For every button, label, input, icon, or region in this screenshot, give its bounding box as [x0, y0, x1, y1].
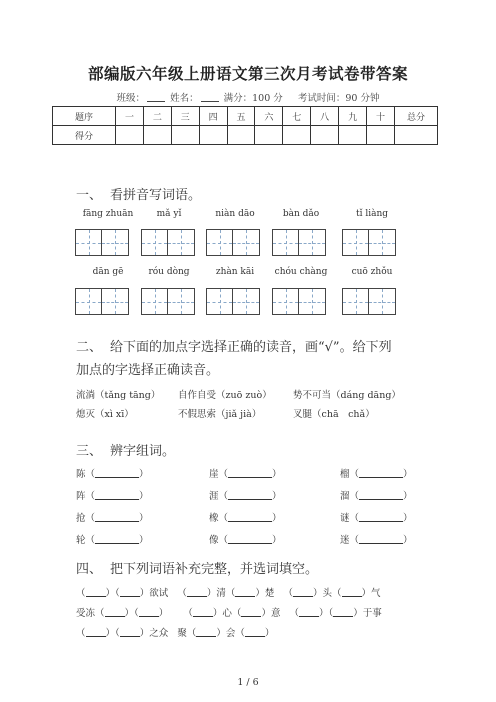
text-fragment: 聚（: [177, 628, 197, 639]
answer-blank[interactable]: [228, 468, 272, 478]
char-prompt: 轮（: [76, 535, 96, 546]
answer-blank[interactable]: [245, 627, 265, 637]
header-cell: 五: [227, 107, 255, 126]
fill-word-line-1: [76, 585, 381, 599]
answer-blank[interactable]: [187, 587, 207, 597]
answer-blank[interactable]: [241, 607, 261, 617]
answer-blank[interactable]: [293, 587, 313, 597]
section-4-heading: [76, 558, 318, 577]
writing-box-pair: [342, 229, 396, 256]
header-cell: 一: [116, 107, 144, 126]
reading-item: 流淌（tǎng tāng）: [76, 390, 161, 401]
score-table-header-row: [53, 107, 438, 126]
text-fragment: ）意: [261, 608, 281, 619]
score-cell[interactable]: [283, 126, 311, 145]
score-table-score-row: [53, 126, 438, 145]
close-paren: ）: [403, 469, 413, 480]
text-fragment: （: [76, 628, 86, 639]
writing-box[interactable]: [272, 288, 299, 315]
char-prompt: 溜（: [340, 491, 360, 502]
writing-box[interactable]: [342, 229, 369, 256]
answer-blank[interactable]: [95, 512, 139, 522]
header-cell: 九: [339, 107, 367, 126]
writing-box[interactable]: [75, 288, 102, 315]
reading-item: 熄灭（xì xī）: [76, 409, 134, 420]
text-fragment: （: [177, 588, 187, 599]
pinyin-label: cuō zhǒu: [351, 267, 393, 277]
score-cell[interactable]: [311, 126, 339, 145]
fill-word-line-3: [76, 625, 274, 639]
close-paren: ）: [139, 491, 149, 502]
section-title: 把下列词语补充完整，并选词填空。: [110, 562, 319, 577]
writing-box[interactable]: [342, 288, 369, 315]
answer-blank[interactable]: [342, 587, 362, 597]
answer-blank[interactable]: [95, 468, 139, 478]
text-fragment: ）之众: [139, 628, 169, 639]
text-fragment: ）楚: [255, 588, 275, 599]
text-fragment: ）（: [319, 608, 334, 619]
answer-blank[interactable]: [120, 627, 140, 637]
score-cell[interactable]: [339, 126, 367, 145]
pinyin-label: chóu chàng: [274, 267, 328, 277]
answer-blank[interactable]: [86, 627, 106, 637]
text-fragment: 受冻（: [76, 608, 105, 619]
text-fragment: ）会（: [216, 628, 245, 639]
header-cell: 八: [311, 107, 339, 126]
text-fragment: ）: [264, 628, 275, 639]
close-paren: ）: [272, 469, 282, 480]
char-prompt: 橡（: [209, 513, 229, 524]
close-paren: ）: [139, 469, 149, 480]
text-fragment: （: [76, 588, 86, 599]
score-cell[interactable]: [143, 126, 171, 145]
score-cell[interactable]: [255, 126, 283, 145]
answer-blank[interactable]: [228, 512, 272, 522]
writing-box-pair: [141, 229, 195, 256]
header-cell: 三: [171, 107, 199, 126]
writing-box[interactable]: [272, 229, 299, 256]
fill-word-line-2: [76, 605, 382, 619]
answer-blank[interactable]: [235, 587, 255, 597]
writing-box[interactable]: [206, 229, 233, 256]
pinyin-label: bàn dǎo: [282, 209, 320, 219]
writing-box-pair: [75, 229, 129, 256]
page-number: 1 / 6: [237, 677, 259, 688]
exam-info: [0, 90, 496, 104]
writing-box[interactable]: [233, 229, 260, 256]
score-cell[interactable]: [227, 126, 255, 145]
header-cell: 题序: [53, 107, 116, 126]
header-cell: 十: [367, 107, 395, 126]
word-group-item: [76, 466, 149, 480]
writing-box[interactable]: [168, 288, 195, 315]
close-paren: ）: [403, 491, 413, 502]
writing-box[interactable]: [102, 288, 129, 315]
section-title: 看拼音写词语。: [110, 188, 202, 203]
exam-time: 考试时间：90 分钟: [297, 93, 380, 104]
score-cell[interactable]: [171, 126, 199, 145]
text-fragment: ）头（: [312, 588, 342, 599]
pinyin-label: dān gē: [92, 267, 124, 277]
score-table: [52, 106, 438, 145]
score-cell[interactable]: [367, 126, 395, 145]
writing-box[interactable]: [141, 229, 168, 256]
text-fragment: ）于事: [353, 608, 382, 619]
pinyin-label: róu dòng: [148, 267, 190, 277]
close-paren: ）: [272, 513, 282, 524]
char-prompt: 榴（: [340, 469, 360, 480]
writing-box[interactable]: [141, 288, 168, 315]
answer-blank[interactable]: [359, 512, 403, 522]
answer-blank[interactable]: [95, 490, 139, 500]
word-group-item: [209, 488, 282, 502]
section-title-line-1: 给下面的加点字选择正确的读音，画“√”。给下列: [110, 340, 392, 355]
full-score: 满分：100 分: [223, 93, 283, 104]
section-number: 一、: [76, 188, 103, 203]
writing-box-pair: [272, 288, 326, 315]
answer-blank[interactable]: [105, 607, 125, 617]
header-cell: 六: [255, 107, 283, 126]
score-cell[interactable]: [395, 126, 438, 145]
word-group-item: [340, 488, 413, 502]
reading-item: 自作自受（zuō zuò）: [178, 390, 272, 401]
score-cell[interactable]: [199, 126, 227, 145]
answer-blank[interactable]: [333, 607, 353, 617]
close-paren: ）: [272, 535, 282, 546]
section-2-heading: [76, 336, 426, 382]
answer-blank[interactable]: [228, 534, 272, 544]
pinyin-label: tǐ liàng: [355, 209, 389, 219]
char-prompt: 迷（: [340, 535, 360, 546]
name-label: 姓名：: [170, 93, 199, 104]
writing-box-pair: [75, 288, 129, 315]
close-paren: ）: [403, 513, 413, 524]
writing-box[interactable]: [102, 229, 129, 256]
section-title-line-2: 加点的字选择正确读音。: [76, 363, 220, 378]
header-cell: 四: [199, 107, 227, 126]
score-cell[interactable]: [116, 126, 144, 145]
answer-blank[interactable]: [95, 534, 139, 544]
class-label: 班级：: [116, 93, 146, 104]
text-fragment: ）: [158, 608, 169, 619]
word-group-item: [76, 510, 149, 524]
writing-box[interactable]: [299, 229, 326, 256]
reading-item: 不假思索（jiǎ jià）: [178, 409, 262, 420]
word-group-item: [340, 532, 413, 546]
char-prompt: 阵（: [76, 491, 96, 502]
class-blank: [147, 92, 165, 102]
writing-box-pair: [141, 288, 195, 315]
section-3-heading: [76, 440, 175, 459]
name-blank: [201, 92, 219, 102]
char-prompt: 抢（: [76, 513, 96, 524]
pinyin-label: mǎ yǐ: [156, 209, 182, 219]
word-group-item: [340, 466, 413, 480]
section-1-heading: [76, 184, 201, 203]
close-paren: ）: [272, 491, 282, 502]
word-group-item: [209, 532, 282, 546]
word-group-item: [340, 510, 413, 524]
text-fragment: ）欲试: [139, 588, 169, 599]
pinyin-label: zhàn kāi: [215, 267, 255, 277]
reading-item: 势不可当（dáng dāng）: [293, 390, 401, 401]
answer-blank[interactable]: [359, 490, 403, 500]
header-cell: 七: [283, 107, 311, 126]
writing-box[interactable]: [369, 288, 396, 315]
close-paren: ）: [139, 535, 149, 546]
text-fragment: ）（: [124, 608, 139, 619]
text-fragment: ）清（: [206, 588, 236, 599]
word-group-item: [209, 466, 282, 480]
text-fragment: （: [289, 608, 300, 619]
writing-box-pair: [206, 288, 260, 315]
text-fragment: ）（: [105, 588, 120, 599]
answer-blank[interactable]: [196, 627, 216, 637]
writing-box[interactable]: [369, 229, 396, 256]
text-fragment: ）气: [361, 588, 381, 599]
writing-box-pair: [206, 229, 260, 256]
answer-blank[interactable]: [193, 607, 213, 617]
answer-blank[interactable]: [359, 534, 403, 544]
section-number: 三、: [76, 444, 103, 459]
writing-box[interactable]: [206, 288, 233, 315]
text-fragment: （: [283, 588, 293, 599]
close-paren: ）: [139, 513, 149, 524]
section-number: 二、: [76, 340, 103, 355]
answer-blank[interactable]: [299, 607, 319, 617]
answer-blank[interactable]: [228, 490, 272, 500]
text-fragment: ）（: [105, 628, 120, 639]
char-prompt: 涯（: [209, 491, 229, 502]
answer-blank[interactable]: [86, 587, 106, 597]
word-group-item: [76, 532, 149, 546]
word-group-item: [209, 510, 282, 524]
answer-blank[interactable]: [120, 587, 140, 597]
answer-blank[interactable]: [359, 468, 403, 478]
text-fragment: ）心（: [212, 608, 242, 619]
score-row-label: 得分: [53, 126, 116, 145]
writing-box-pair: [272, 229, 326, 256]
document-title: 部编版六年级上册语文第三次月考试卷带答案: [87, 64, 408, 83]
section-title: 辨字组词。: [110, 444, 176, 459]
writing-box-pair: [342, 288, 396, 315]
char-prompt: 陈（: [76, 469, 96, 480]
section-number: 四、: [76, 562, 103, 577]
reading-item: 叉腿（chā chǎ）: [293, 409, 375, 420]
char-prompt: 像（: [209, 535, 229, 546]
writing-box[interactable]: [299, 288, 326, 315]
word-group-item: [76, 488, 149, 502]
close-paren: ）: [403, 535, 413, 546]
char-prompt: 谜（: [340, 513, 360, 524]
header-cell: 总分: [395, 107, 438, 126]
answer-blank[interactable]: [139, 607, 159, 617]
header-cell: 二: [143, 107, 171, 126]
char-prompt: 崖（: [209, 469, 229, 480]
pinyin-label: fāng zhuān: [82, 209, 134, 219]
writing-box[interactable]: [168, 229, 195, 256]
writing-box[interactable]: [75, 229, 102, 256]
pinyin-label: niàn dāo: [215, 209, 255, 219]
text-fragment: （: [183, 608, 193, 619]
writing-box[interactable]: [233, 288, 260, 315]
